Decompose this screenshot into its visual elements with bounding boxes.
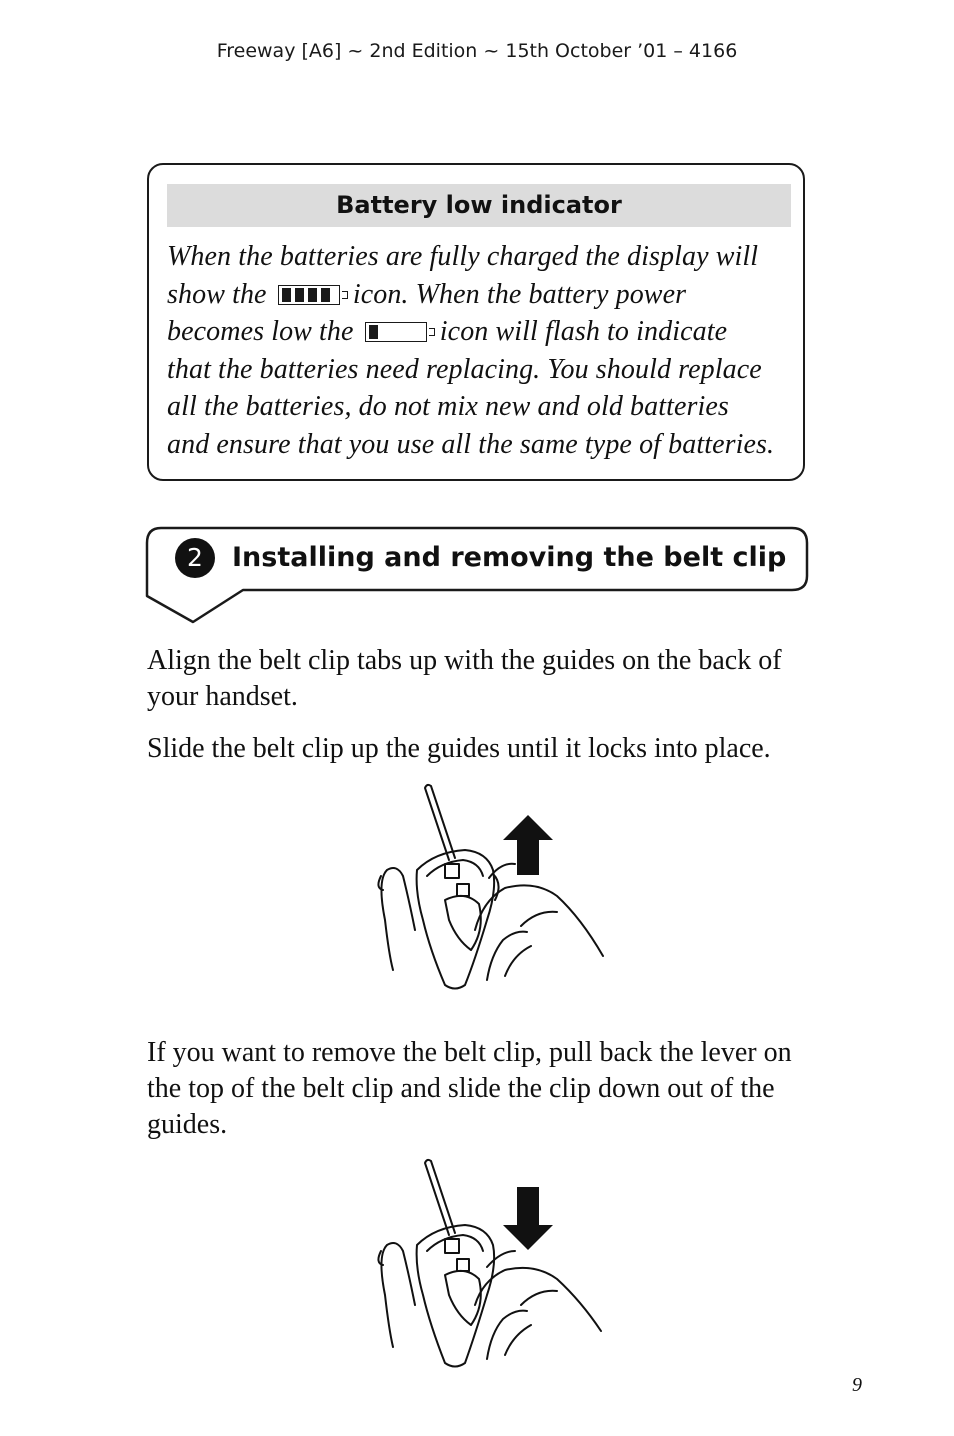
note-text: icon. When the battery power <box>352 278 687 310</box>
hand-sliding-clip-down-illustration <box>375 1155 615 1380</box>
section-number-badge: 2 <box>175 538 215 578</box>
note-line: all the batteries, do not mix new and old batteries <box>167 391 729 422</box>
section-title: Installing and removing the belt clip <box>232 542 787 573</box>
note-line <box>167 313 797 351</box>
note-text: icon will flash to indicate <box>439 316 728 347</box>
hand-sliding-clip-up-illustration <box>375 780 615 1000</box>
paragraph-remove: If you want to remove the belt clip, pull back the lever on the top of the belt clip and slide the clip down out of the guides. <box>147 1037 792 1140</box>
paragraph-slide: Slide the belt clip up the guides until it locks into place. <box>147 733 771 764</box>
note-text: becomes low the <box>167 316 354 347</box>
running-header: Freeway [A6] ~ 2nd Edition ~ 15th October ’01 – 4166 <box>216 40 738 62</box>
battery-full-icon <box>278 283 342 307</box>
page-number: 9 <box>852 1374 862 1396</box>
note-title: Battery low indicator <box>167 184 791 227</box>
note-body <box>167 238 797 463</box>
note-text: show the <box>167 278 267 310</box>
battery-low-icon <box>365 320 429 344</box>
battery-low-note <box>147 163 805 481</box>
note-line <box>167 276 797 314</box>
note-line: that the batteries need replacing. You should replace <box>167 353 762 385</box>
note-line: When the batteries are fully charged the display will <box>167 241 759 272</box>
paragraph-align: Align the belt clip tabs up with the guides on the back of your handset. <box>147 645 782 712</box>
note-line: and ensure that you use all the same type of batteries. <box>167 428 775 460</box>
